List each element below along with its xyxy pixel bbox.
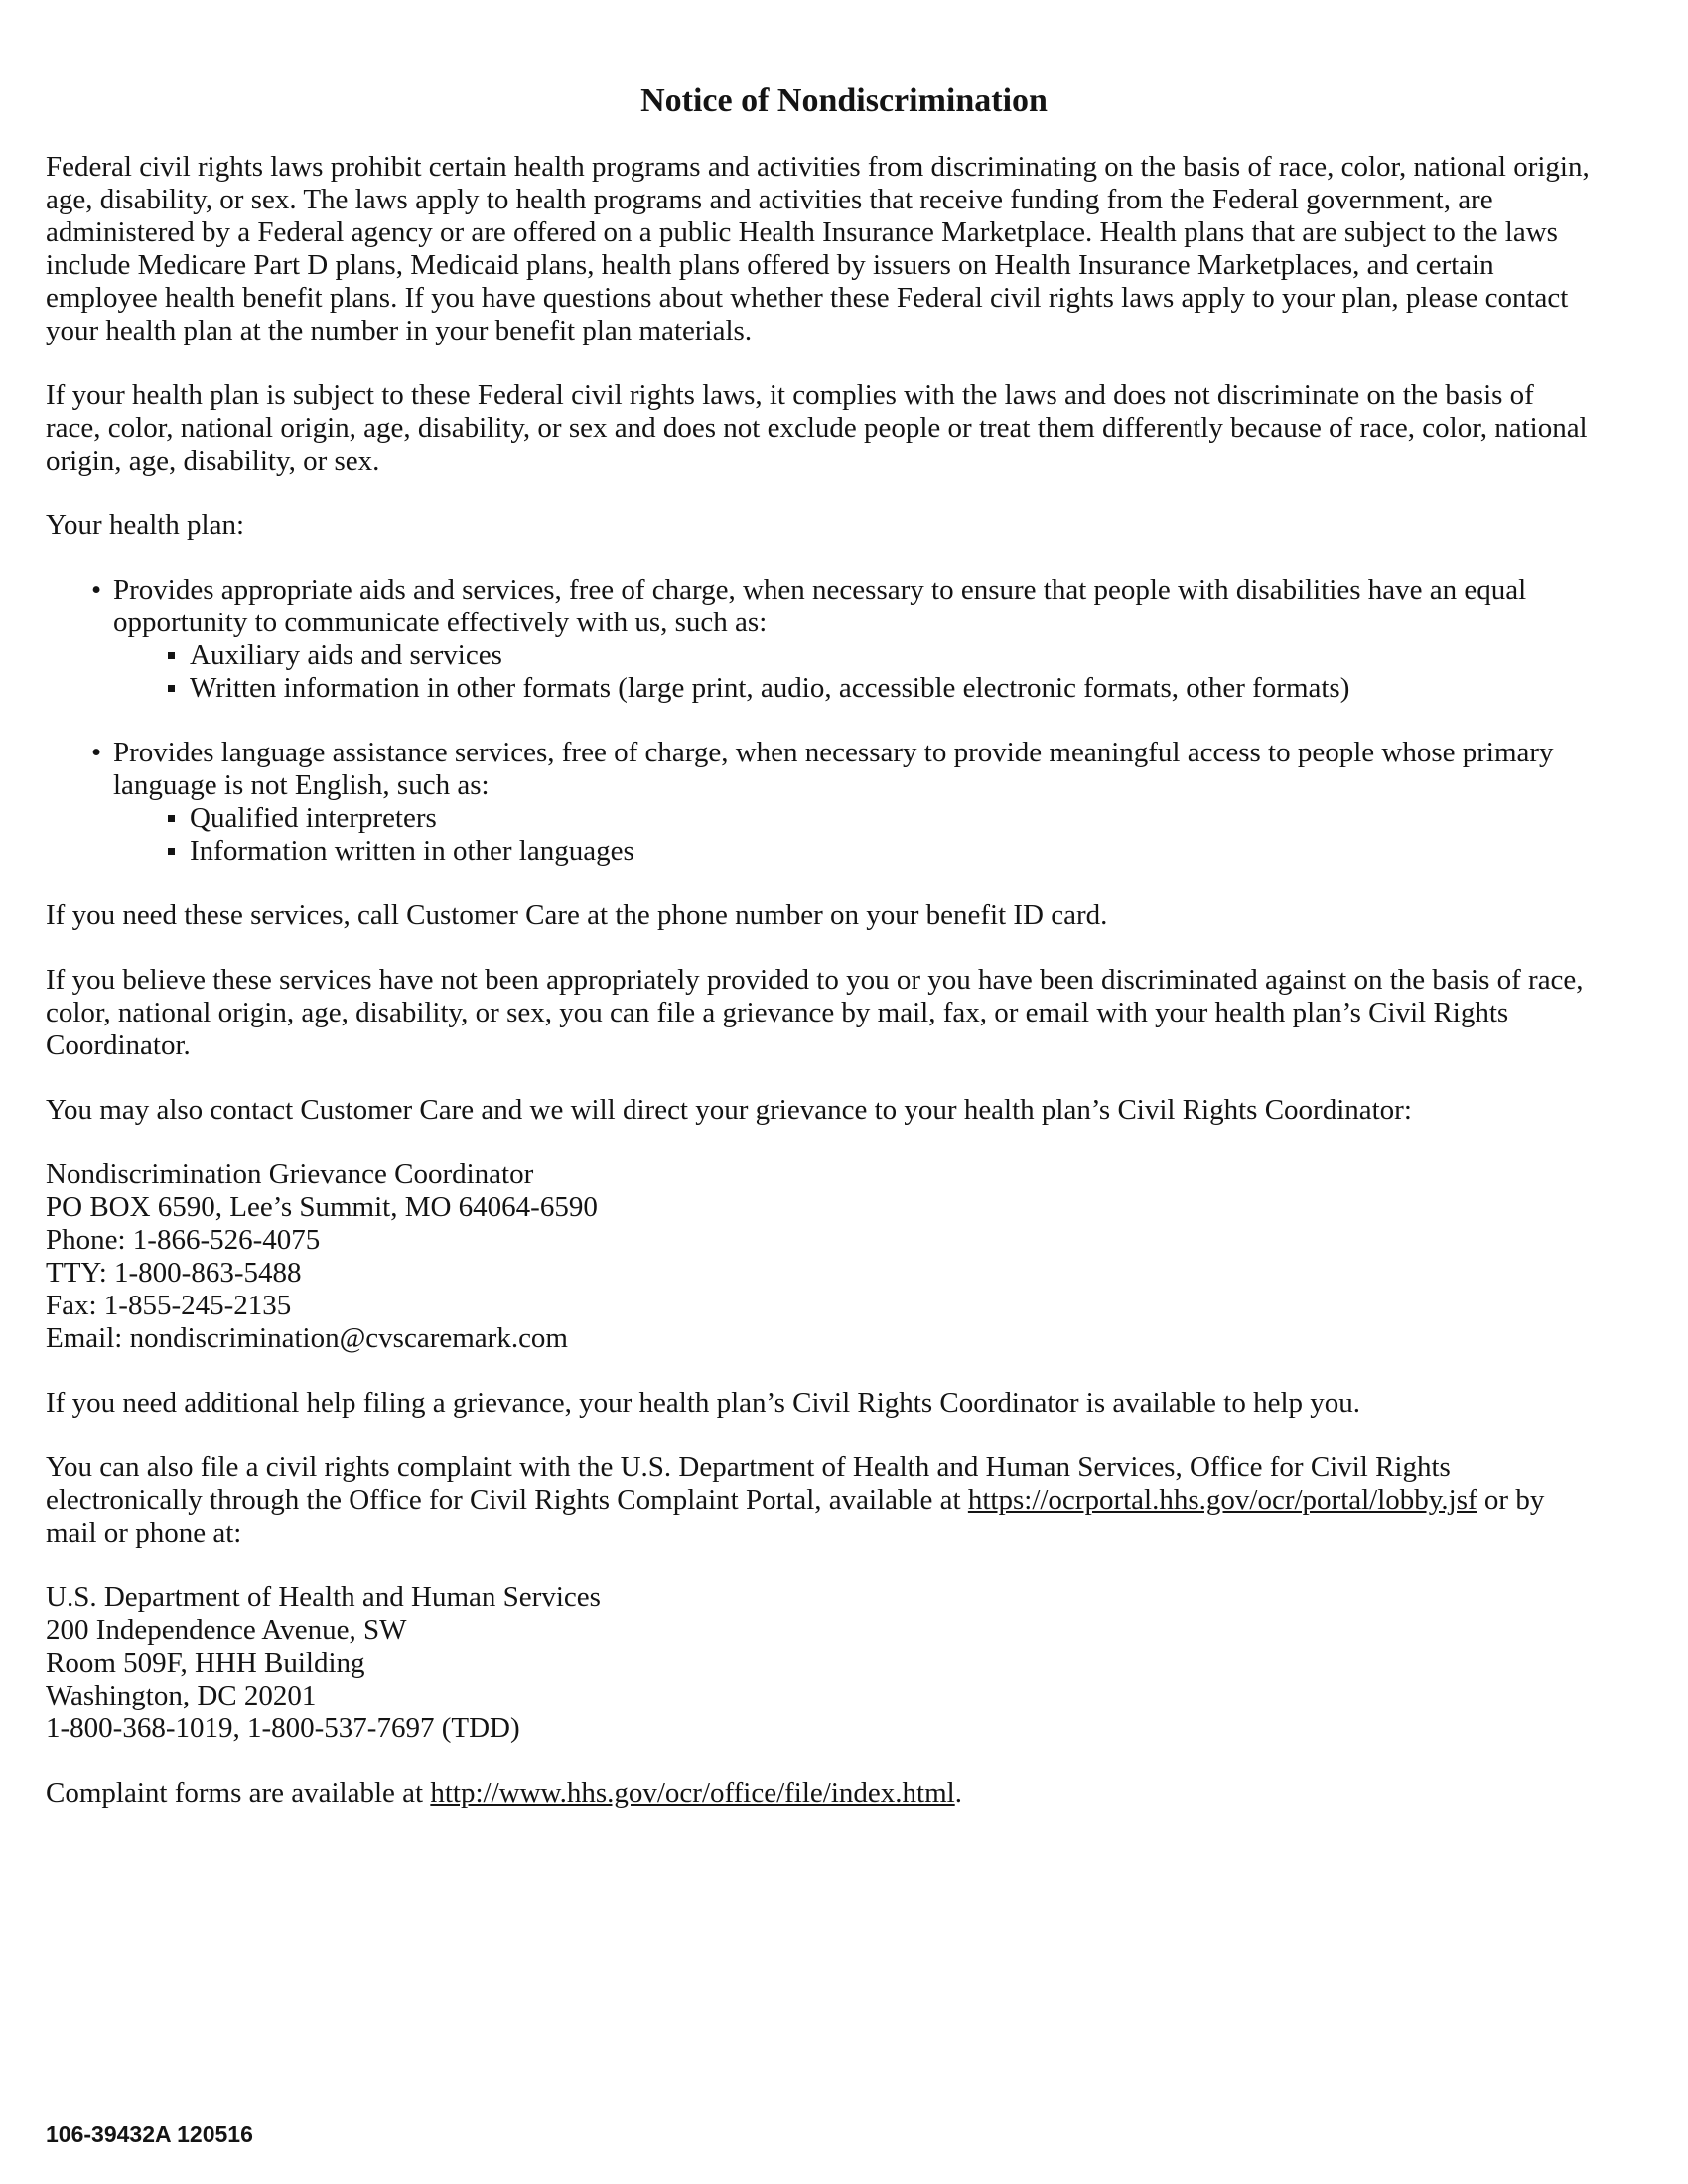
hhs-phone: 1-800-368-1019, 1-800-537-7697 (TDD) [46, 1712, 520, 1744]
hhs-complaint-paragraph [46, 1451, 1595, 1550]
document-code: 106-39432A 120516 [46, 2121, 253, 2147]
square-bullet-icon [168, 652, 175, 659]
complaint-forms-text: Complaint forms are available at [46, 1777, 431, 1809]
square-bullet-icon [168, 685, 175, 692]
sub-item-text: Information written in other languages [190, 835, 634, 867]
coordinator-name: Nondiscrimination Grievance Coordinator [46, 1159, 534, 1190]
sub-list-item [168, 802, 1595, 835]
sub-item-text: Qualified interpreters [190, 802, 437, 834]
health-plan-heading: Your health plan: [46, 509, 245, 541]
coordinator-email: Email: nondiscrimination@cvscaremark.com [46, 1322, 568, 1354]
list-item-aids-services [91, 574, 1595, 705]
coordinator-tty: TTY: 1-800-863-5488 [46, 1257, 302, 1289]
customer-care-paragraph: If you need these services, call Customer Care at the phone number on your benefit ID card. [46, 899, 1108, 931]
page-title: Notice of Nondiscrimination [640, 82, 1048, 119]
hhs-city: Washington, DC 20201 [46, 1680, 317, 1711]
sub-list-item [168, 672, 1595, 705]
list-item-text: Provides language assistance services, free of charge, when necessary to provide meaningful access to people whose primary language is not English, such as: [113, 737, 1554, 801]
list-item-language-assistance [91, 737, 1595, 868]
sub-list [113, 802, 1595, 868]
hhs-room: Room 509F, HHH Building [46, 1647, 365, 1679]
notice-body [46, 151, 1595, 1842]
bullet-dot: • [91, 574, 102, 606]
complaint-forms-link[interactable]: http://www.hhs.gov/ocr/office/file/index.html [430, 1777, 955, 1809]
square-bullet-icon [168, 815, 175, 822]
sub-list [113, 639, 1595, 705]
grievance-paragraph: If you believe these services have not been appropriately provided to you or you have been discriminated against on the basis of race, color, national origin, age, disability, or sex, you can file a grievance by mail, fax, or email with your health plan’s Civil Rights Coordinator. [46, 964, 1584, 1061]
complaint-forms-paragraph [46, 1777, 1595, 1810]
square-bullet-icon [168, 848, 175, 855]
coordinator-address-block [46, 1159, 1595, 1355]
sub-item-text: Written information in other formats (large print, audio, accessible electronic formats, other formats) [190, 672, 1350, 704]
contact-customer-care-paragraph: You may also contact Customer Care and we will direct your grievance to your health plan’s Civil Rights Coordinator: [46, 1094, 1412, 1126]
complaint-forms-period: . [954, 1777, 962, 1809]
ocr-portal-link[interactable]: https://ocrportal.hhs.gov/ocr/portal/lobby.jsf [967, 1484, 1477, 1516]
additional-help-paragraph: If you need additional help filing a grievance, your health plan’s Civil Rights Coordinator is available to help you. [46, 1387, 1361, 1419]
intro-paragraph: Federal civil rights laws prohibit certain health programs and activities from discriminating on the basis of race, color, national origin, age, disability, or sex. The laws apply to health programs and activities that receive funding from the Federal government, are administered by a Federal agency or are offered on a public Health Insurance Marketplace. Health plans that are subject to the laws include Medicare Part D plans, Medicaid plans, health plans offered by issuers on Health Insurance Marketplaces, and certain employee health benefit plans. If you have questions about whether these Federal civil rights laws apply to your plan, please contact your health plan at the number in your benefit plan materials. [46, 151, 1590, 346]
sub-item-text: Auxiliary aids and services [190, 639, 502, 671]
compliance-paragraph: If your health plan is subject to these Federal civil rights laws, it complies with the laws and does not discriminate on the basis of race, color, national origin, age, disability, or sex and does not exclude people or treat them differently because of race, color, national origin, age, disability, or sex. [46, 379, 1588, 477]
sub-list-item [168, 835, 1595, 868]
hhs-department-name: U.S. Department of Health and Human Services [46, 1581, 601, 1613]
services-list [46, 574, 1595, 868]
coordinator-fax: Fax: 1-855-245-2135 [46, 1290, 292, 1321]
hhs-complaint-text-end: or by mail or phone at: [46, 1484, 1545, 1549]
list-item-text: Provides appropriate aids and services, free of charge, when necessary to ensure that people with disabilities have an equal opportunity to communicate effectively with us, such as: [113, 574, 1527, 638]
bullet-dot: • [91, 737, 102, 768]
hhs-address-block [46, 1581, 1595, 1745]
coordinator-address: PO BOX 6590, Lee’s Summit, MO 64064-6590 [46, 1191, 598, 1223]
coordinator-phone: Phone: 1-866-526-4075 [46, 1224, 321, 1256]
hhs-street: 200 Independence Avenue, SW [46, 1614, 407, 1646]
sub-list-item [168, 639, 1595, 672]
hhs-complaint-text: You can also file a civil rights complaint with the U.S. Department of Health and Human Services, Office for Civil Rights electronically through the Office for Civil Rights Complaint Portal, available at [46, 1451, 1451, 1516]
